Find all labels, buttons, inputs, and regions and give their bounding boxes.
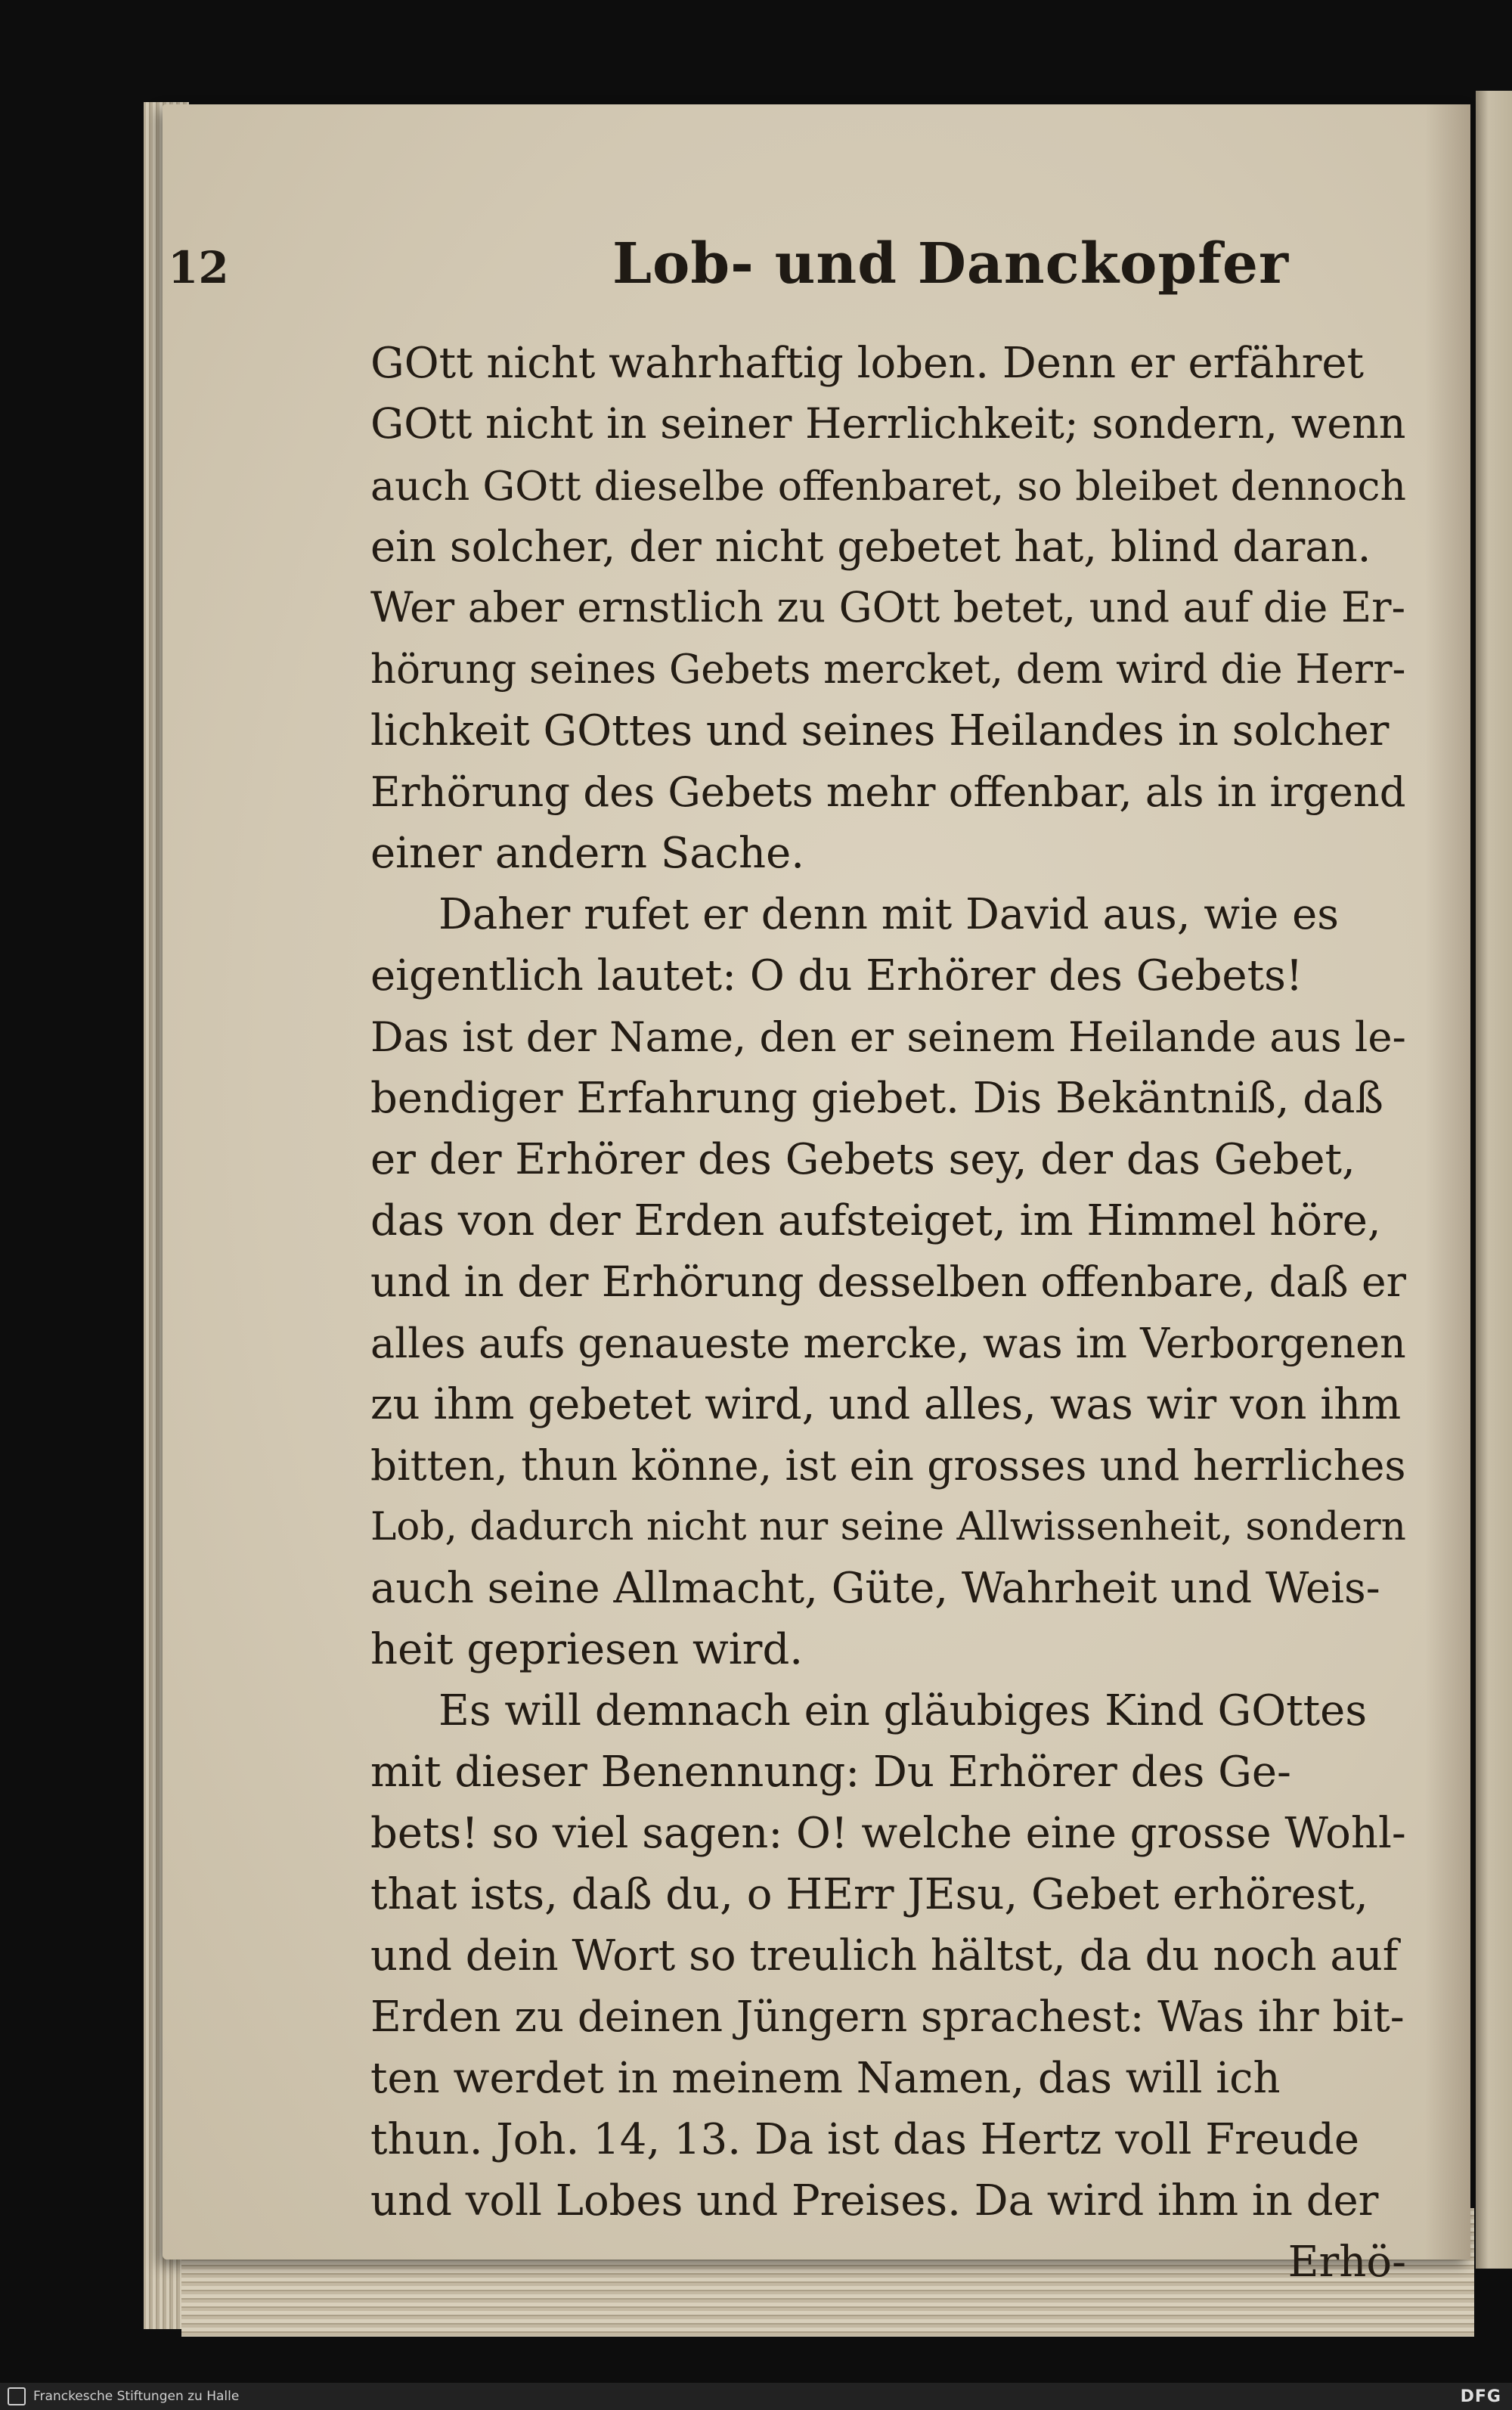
text-line: bitten, thun könne, ist ein grosses und herrliches	[370, 1441, 1406, 1490]
text-line: heit gepriesen wird.	[370, 1625, 804, 1674]
text-line: Daher rufet er denn mit David aus, wie es	[438, 890, 1339, 939]
text-line: Lob, dadurch nicht nur seine Allwissenheit, sondern	[370, 1504, 1406, 1549]
institution-logo-icon	[8, 2387, 26, 2405]
text-line: und dein Wort so treulich hältst, da du noch auf	[370, 1931, 1399, 1980]
text-line: eigentlich lautet: O du Erhörer des Gebets!	[370, 951, 1303, 1000]
text-line: that ists, daß du, o HErr JEsu, Gebet erhörest,	[370, 1870, 1368, 1919]
text-line: GOtt nicht wahrhaftig loben. Denn er erfähret	[370, 339, 1365, 388]
page-number: 12	[168, 242, 229, 293]
text-line: lichkeit GOttes und seines Heilandes in solcher	[370, 706, 1390, 755]
text-line: bets! so viel sagen: O! welche eine grosse Wohl-	[370, 1809, 1406, 1858]
text-line: auch seine Allmacht, Güte, Wahrheit und Weis-	[370, 1564, 1380, 1613]
text-line: zu ihm gebetet wird, und alles, was wir von ihm	[370, 1380, 1402, 1429]
text-line: Erden zu deinen Jüngern sprachest: Was ihr bit-	[370, 1993, 1405, 2042]
text-line: einer andern Sache.	[370, 829, 805, 878]
text-line: Das ist der Name, den er seinem Heilande aus le-	[370, 1013, 1406, 1061]
text-line: alles aufs genaueste mercke, was im Verborgenen	[370, 1320, 1406, 1367]
text-line: Es will demnach ein gläubiges Kind GOttes	[438, 1686, 1368, 1735]
page-gutter-shadow	[1425, 104, 1470, 2260]
catchword-text: Erhö-	[1287, 2238, 1406, 2287]
text-line: und voll Lobes und Preises. Da wird ihm in der	[370, 2176, 1379, 2225]
text-line: er der Erhörer des Gebets sey, der das Gebet,	[370, 1135, 1356, 1184]
text-line: GOtt nicht in seiner Herrlichkeit; sondern, wenn	[370, 400, 1406, 448]
text-line: ten werdet in meinem Namen, das will ich	[370, 2054, 1281, 2103]
body-text	[370, 333, 1406, 2293]
next-page-edge	[1476, 91, 1512, 2269]
text-line: hörung seines Gebets mercket, dem wird die Herr-	[370, 647, 1406, 693]
text-line: bendiger Erfahrung giebet. Dis Bekäntniß, daß	[370, 1074, 1383, 1123]
text-line: und in der Erhörung desselben offenbare, daß er	[370, 1258, 1406, 1306]
text-line: das von der Erden aufsteiget, im Himmel höre,	[370, 1196, 1381, 1245]
text-line: Erhörung des Gebets mehr offenbar, als in irgend	[370, 768, 1406, 816]
text-line: ein solcher, der nicht gebetet hat, blind daran.	[370, 523, 1371, 572]
catchword	[370, 2232, 1406, 2293]
text-line: auch GOtt dieselbe offenbaret, so bleibet dennoch	[370, 462, 1407, 510]
footer-bar	[0, 2383, 1512, 2410]
running-title: Lob- und Danckopfer	[612, 231, 1289, 296]
text-line: Wer aber ernstlich zu GOtt betet, und auf die Er-	[370, 584, 1406, 632]
text-line: mit dieser Benennung: Du Erhörer des Ge-	[370, 1748, 1291, 1797]
text-line: thun. Joh. 14, 13. Da ist das Hertz voll Freude	[370, 2115, 1360, 2164]
institution-name: Franckesche Stiftungen zu Halle	[33, 2389, 240, 2404]
dfg-logo: DFG	[1460, 2387, 1501, 2406]
